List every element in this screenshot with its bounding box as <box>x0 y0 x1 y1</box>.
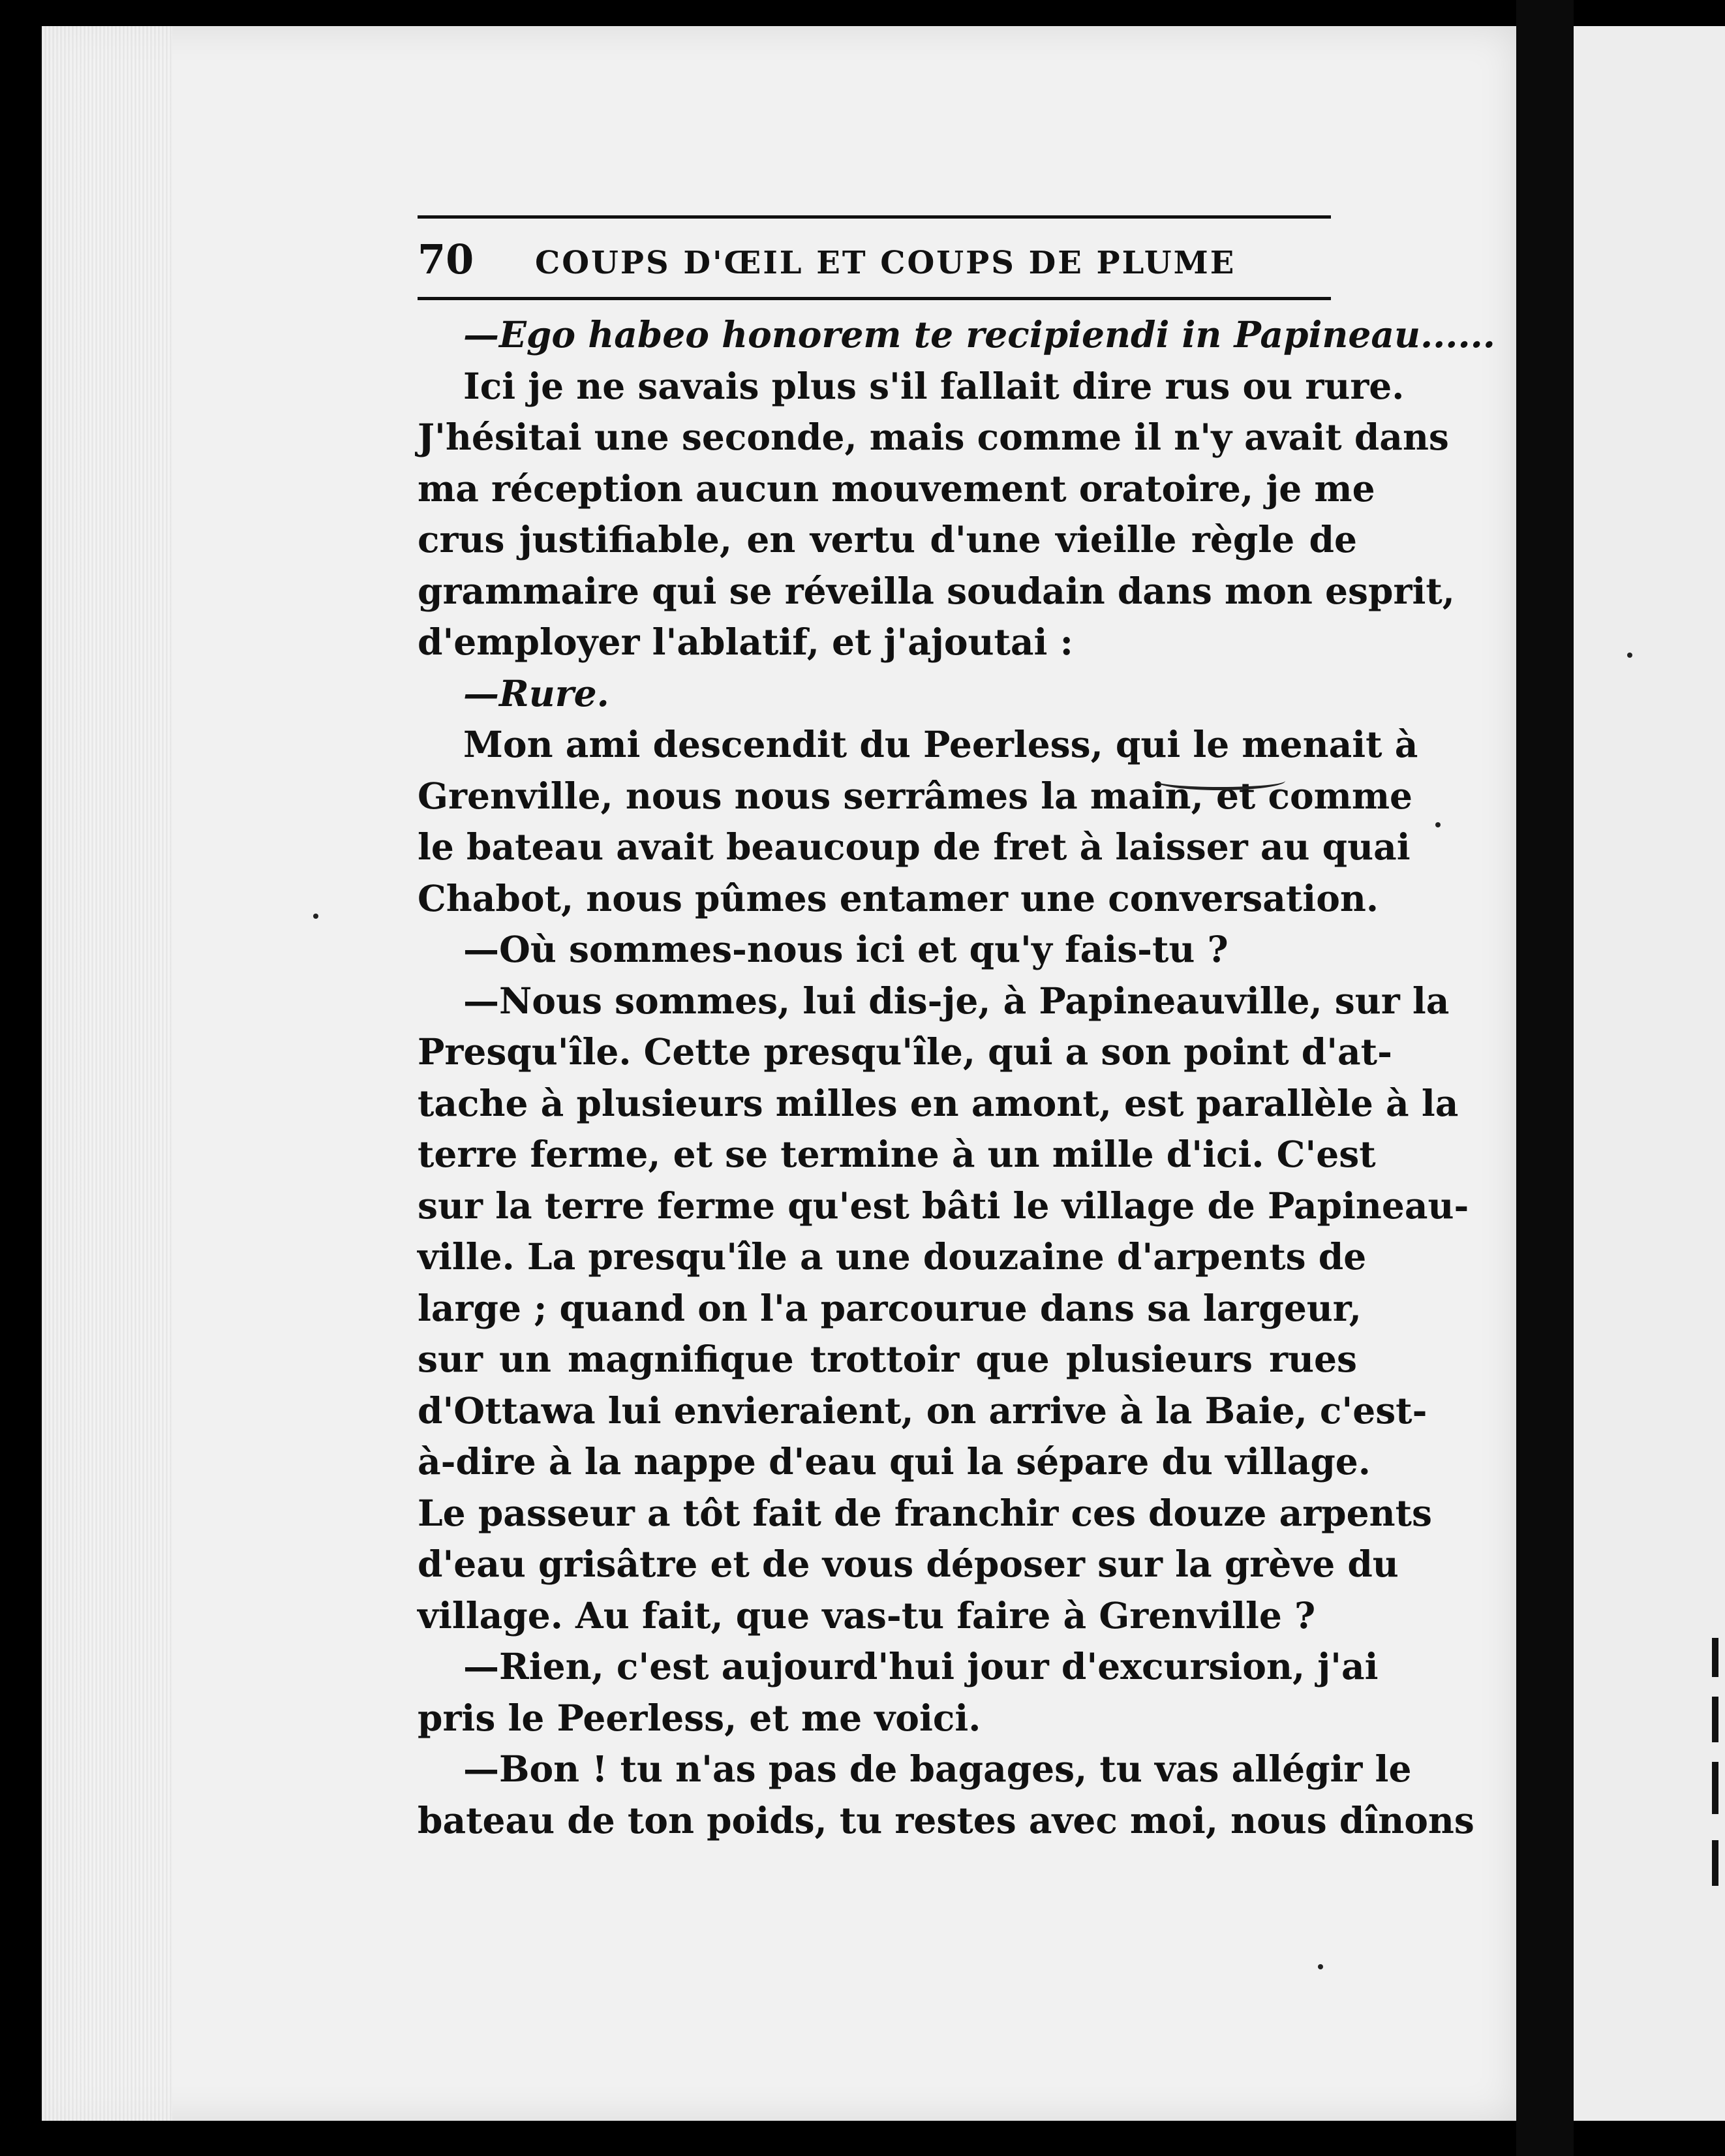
text-line: à-dire à la nappe d'eau qui la sépare du village. <box>418 1440 1371 1483</box>
facing-page-mark <box>1712 1840 1718 1886</box>
running-head: COUPS D'ŒIL ET COUPS DE PLUME <box>535 245 1236 281</box>
text-line: le bateau avait beaucoup de fret à laisser au quai <box>418 825 1411 868</box>
page-header <box>418 236 1357 283</box>
facing-page-mark <box>1712 1762 1718 1814</box>
page-edges <box>42 26 172 2121</box>
stray-dot <box>1435 822 1441 827</box>
text-line: Chabot, nous pûmes entamer une conversation. <box>418 876 1379 919</box>
text-line: Ici je ne savais plus s'il fallait dire rus ou rure. <box>463 364 1405 407</box>
text-line: bateau de ton poids, tu restes avec moi, nous dînons <box>418 1798 1474 1841</box>
text-line: sur la terre ferme qu'est bâti le village de Papineau- <box>418 1184 1469 1227</box>
page-number: 70 <box>418 236 474 283</box>
text-line: d'Ottawa lui envieraient, on arrive à la Baie, c'est- <box>418 1389 1427 1432</box>
text-line: —Bon ! tu n'as pas de bagages, tu vas allégir le <box>463 1748 1412 1790</box>
text-line: Le passeur a tôt fait de franchir ces douze arpents <box>418 1491 1432 1534</box>
text-line: —Rure. <box>463 671 609 715</box>
text-line: —Où sommes-nous ici et qu'y fais-tu ? <box>463 928 1229 970</box>
text-line: terre ferme, et se termine à un mille d'ici. C'est <box>418 1133 1376 1175</box>
text-line: tache à plusieurs milles en amont, est parallèle à la <box>418 1081 1459 1124</box>
text-line: —Nous sommes, lui dis-je, à Papineauville, sur la <box>463 979 1450 1022</box>
text-line: J'hésitai une seconde, mais comme il n'y avait dans <box>418 416 1449 458</box>
text-line: Presqu'île. Cette presqu'île, qui a son point d'at- <box>418 1030 1392 1073</box>
stray-dot <box>313 914 318 919</box>
stray-dot <box>1318 1964 1323 1969</box>
body-text <box>418 309 1495 1846</box>
text-line: d'eau grisâtre et de vous déposer sur la grève du <box>418 1543 1399 1585</box>
facing-page-mark <box>1712 1638 1718 1677</box>
text-line: pris le Peerless, et me voici. <box>418 1696 981 1739</box>
stray-dot <box>1627 653 1632 658</box>
text-line: Mon ami descendit du Peerless, qui le menait à <box>463 723 1418 765</box>
text-line: large ; quand on l'a parcourue dans sa largeur, <box>418 1286 1362 1329</box>
text-block <box>418 215 1495 1846</box>
text-line: —Ego habeo honorem te recipiendi in Papineau...... <box>463 313 1495 356</box>
text-line: village. Au fait, que vas-tu faire à Grenville ? <box>418 1594 1316 1637</box>
handwritten-underline <box>1155 771 1285 790</box>
header-rule-bottom <box>418 297 1331 300</box>
facing-page <box>1574 26 1725 2121</box>
text-line: ville. La presqu'île a une douzaine d'arpents de <box>418 1235 1367 1278</box>
text-line: —Rien, c'est aujourd'hui jour d'excursion, j'ai <box>463 1645 1379 1687</box>
text-line: crus justifiable, en vertu d'une vieille règle de <box>418 518 1357 561</box>
text-line: ma réception aucun mouvement oratoire, je me <box>418 467 1375 510</box>
text-line: sur un magnifique trottoir que plusieurs rues <box>418 1338 1357 1380</box>
facing-page-mark <box>1712 1697 1718 1742</box>
text-line: grammaire qui se réveilla soudain dans mon esprit, <box>418 569 1455 612</box>
text-line: Grenville, nous nous serrâmes la main, et comme <box>418 774 1413 817</box>
book-gutter <box>1516 0 1574 2156</box>
scan-border-left <box>0 0 39 2156</box>
text-line: d'employer l'ablatif, et j'ajoutai : <box>418 621 1073 663</box>
header-rule-top <box>418 215 1331 219</box>
